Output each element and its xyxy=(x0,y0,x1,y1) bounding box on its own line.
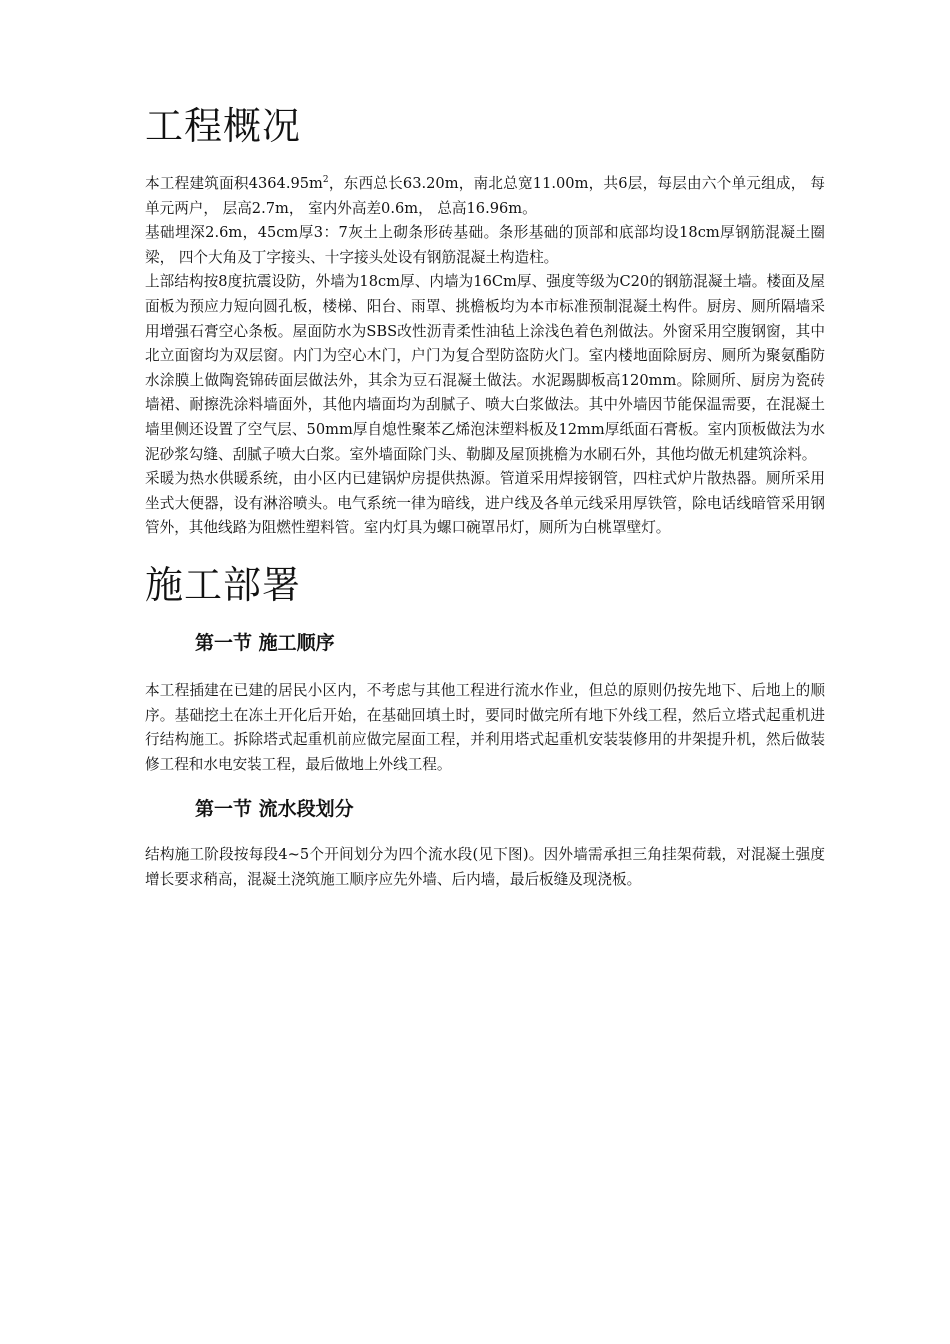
document-page xyxy=(145,100,825,892)
section-body-flow-segments: 结构施工阶段按每段4~5个开间划分为四个流水段(见下图)。因外墙需承担三角挂架荷载，对混凝土强度增长要求稍高，混凝土浇筑施工顺序应先外墙、后内墙，最后板缝及现浇板。 xyxy=(145,846,825,888)
section-heading-flow-segments: 第一节 流水段划分 xyxy=(195,798,354,821)
overview-paragraph-foundation: 基础埋深2.6m，45cm厚3：7灰土上砌条形砖基础。条形基础的顶部和底部均设18cm厚钢筋混凝土圈梁， 四个大角及丁字接头、十字接头处设有钢筋混凝土构造柱。 xyxy=(145,224,825,266)
overview-heading: 工程概况 xyxy=(145,104,302,148)
area-text-rest: ，东西总长63.20m，南北总宽11.00m，共6层，每层由六个单元组成， 每单元两户， 层高2.7m， 室内外高差0.6m， 总高16.96m。 xyxy=(145,175,825,217)
overview-paragraph-area xyxy=(145,172,825,221)
overview-paragraph-structure: 上部结构按8度抗震设防，外墙为18cm厚、内墙为16Cm厚、强度等级为C20的钢筋混凝土墙。楼面及屋面板为预应力短向圆孔板，楼梯、阳台、雨罩、挑檐板均为本市标准预制混凝土构件。厨房、厕所隔墙采用增强石膏空心条板。屋面防水为SBS改性沥青柔性油毡上涂浅色着色剂做法。外窗采用空腹钢窗，其中北立面窗均为双层窗。内门为空心木门，户门为复合型防盗防火门。室内楼地面除厨房、厕所为聚氨酯防水涂膜上做陶瓷锦砖面层做法外，其余为豆石混凝土做法。水泥踢脚板高120mm。除厕所、厨房为瓷砖墙裙、耐擦洗涂料墙面外，其他内墙面均为刮腻子、喷大白浆做法。其中外墙因节能保温需要，在混凝土墙里侧还设置了空气层、50mm厚自熄性聚苯乙烯泡沫塑料板及12mm厚纸面石膏板。室内顶板做法为水泥砂浆勾缝、刮腻子喷大白浆。室外墙面除门头、勒脚及屋顶挑檐为水刷石外，其他均做无机建筑涂料。 xyxy=(145,273,825,463)
section-body-sequence: 本工程插建在已建的居民小区内，不考虑与其他工程进行流水作业，但总的原则仍按先地下、后地上的顺序。基础挖土在冻土开化后开始，在基础回填土时，要同时做完所有地下外线工程，然后立塔式起重机进行结构施工。拆除塔式起重机前应做完屋面工程，并利用塔式起重机安装装修用的井架提升机，然后做装修工程和水电安装工程，最后做地上外线工程。 xyxy=(145,681,825,773)
section-heading-sequence: 第一节 施工顺序 xyxy=(195,631,335,654)
superscript-2: 2 xyxy=(322,175,329,186)
deployment-heading: 施工部署 xyxy=(145,562,302,607)
area-text: 本工程建筑面积4364.95m xyxy=(145,175,323,192)
overview-paragraph-services: 采暖为热水供暖系统，由小区内已建锅炉房提供热源。管道采用焊接钢管，四柱式炉片散热器。厕所采用坐式大便器，设有淋浴喷头。电气系统一律为暗线，进户线及各单元线采用厚铁管，除电话线暗管采用钢管外，其他线路为阻燃性塑料管。室内灯具为螺口碗罩吊灯，厕所为白桃罩壁灯。 xyxy=(145,470,825,537)
